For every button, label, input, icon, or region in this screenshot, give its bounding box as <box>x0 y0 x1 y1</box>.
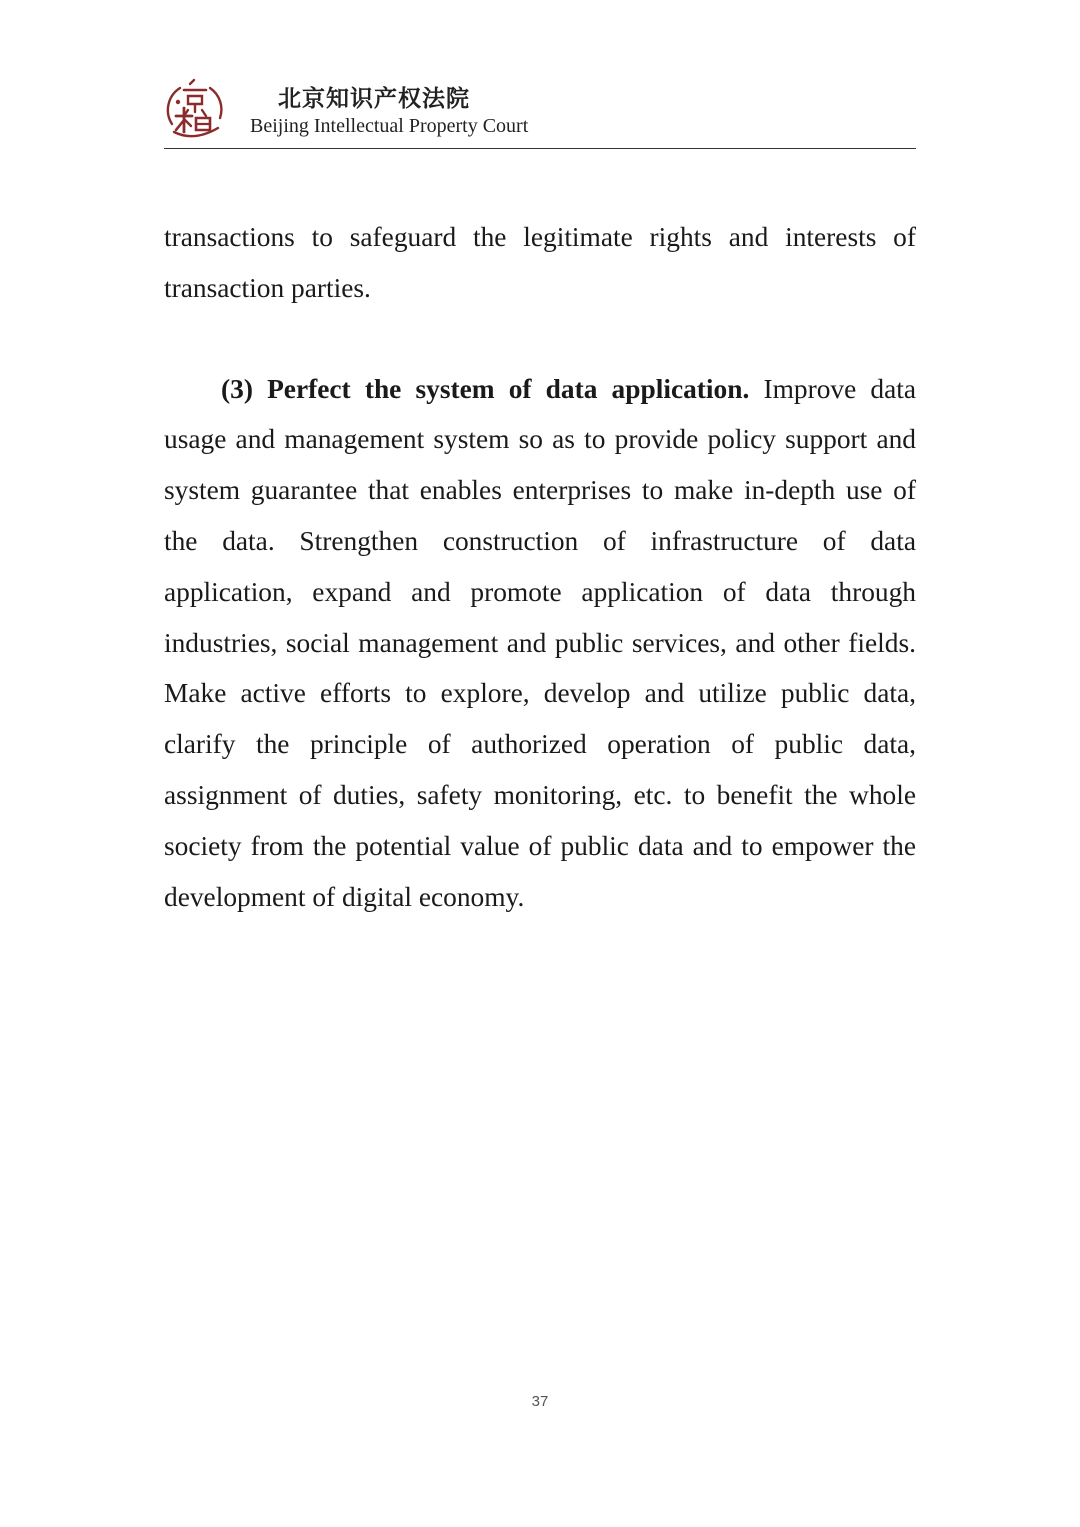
court-name-english: Beijing Intellectual Property Court <box>250 115 529 137</box>
document-body <box>164 212 916 922</box>
section-heading: (3) Perfect the system of data application. <box>221 373 750 404</box>
court-seal-icon <box>164 78 226 140</box>
page-number: 37 <box>531 1393 549 1410</box>
paragraph-data-application <box>164 364 916 923</box>
paragraph-continued: transactions to safeguard the legitimate rights and interests of transaction parties. <box>164 222 916 303</box>
page-header <box>164 74 916 149</box>
paragraph-text: Improve data usage and management system so as to provide policy support and system guarantee that enables enterprises to make in-depth use of the data. Strengthen construction of infrastructure of data application, expand and promote application of data through industries, social management and public services, and other fields. Make active efforts to explore, develop and utilize public data, clarify the principle of authorized operation of public data, assignment of duties, safety monitoring, etc. to benefit the whole society from the potential value of public data and to empower the development of digital economy. <box>164 373 917 912</box>
court-name-chinese: 北京知识产权法院 <box>278 86 470 112</box>
